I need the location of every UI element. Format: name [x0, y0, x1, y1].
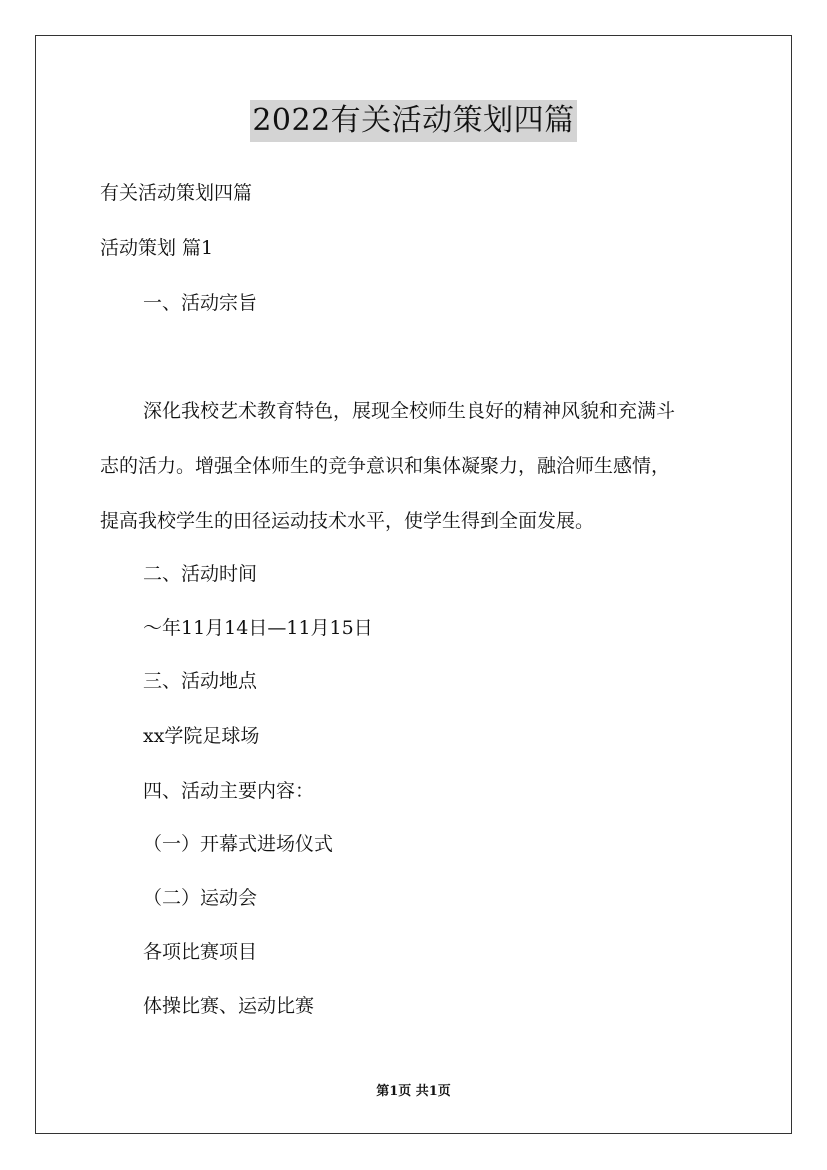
heading-content: 四、活动主要内容： — [143, 780, 315, 802]
document-title: 2022有关活动策划四篇 — [250, 100, 576, 142]
paragraph-line: 志的活力。增强全体师生的竞争意识和集体凝聚力，融洽师生感情， — [100, 455, 671, 477]
page-number: 第1页 共1页 — [376, 1084, 451, 1099]
content-item: 体操比赛、运动比赛 — [143, 995, 315, 1017]
content-item: （一）开幕式进场仪式 — [143, 833, 334, 855]
subtitle: 有关活动策划四篇 — [100, 182, 253, 204]
paragraph-line: 深化我校艺术教育特色，展现全校师生良好的精神风貌和充满斗 — [143, 400, 676, 422]
activity-date: ～年11月14日—11月15日 — [143, 617, 373, 639]
content-item: 各项比赛项目 — [143, 941, 258, 963]
section-heading: 活动策划 篇1 — [100, 237, 214, 259]
heading-purpose: 一、活动宗旨 — [143, 292, 258, 314]
paragraph-line: 提高我校学生的田径运动技术水平，使学生得到全面发展。 — [100, 510, 595, 532]
content-item: （二）运动会 — [143, 887, 258, 909]
page-footer — [0, 1083, 827, 1101]
title-container — [0, 100, 827, 142]
heading-location: 三、活动地点 — [143, 670, 258, 692]
heading-time: 二、活动时间 — [143, 563, 258, 585]
activity-location: xx学院足球场 — [143, 725, 260, 747]
